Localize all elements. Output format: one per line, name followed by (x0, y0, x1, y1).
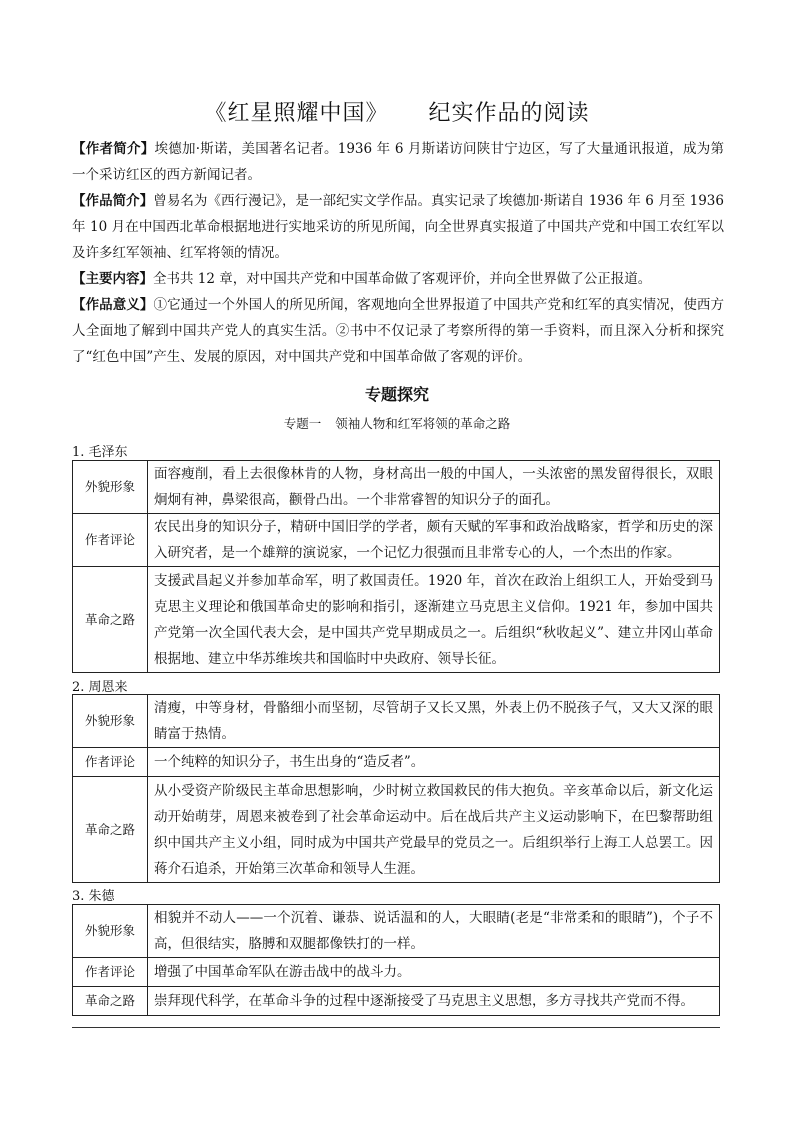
table-row (73, 777, 720, 883)
row-content: 面容瘦削，看上去很像林肯的人物，身材高出一般的中国人，一头浓密的黑发留得很长，双眼炯炯有神，鼻梁很高，颧骨凸出。一个非常睿智的知识分子的面孔。 (148, 461, 720, 514)
document-title (0, 96, 794, 127)
row-head: 作者评论 (73, 958, 148, 987)
row-content: 崇拜现代科学，在革命斗争的过程中逐渐接受了马克思主义思想，多方寻找共产党而不得。 (148, 987, 720, 1016)
intro-text: ①它通过一个外国人的所见所闻，客观地向全世界报道了中国共产党和红军的真实情况，使西方人全面地了解到中国共产党人的真实生活。②书中不仅记录了考察所得的第一手资料，而且深入分析和探究了“红色中国”产生、发展的原因，对中国共产党和中国革命做了客观的评价。 (72, 297, 725, 365)
intro-work (72, 188, 724, 266)
table-row (73, 695, 720, 748)
row-head: 革命之路 (73, 777, 148, 883)
intro-section (72, 136, 724, 370)
row-head: 革命之路 (73, 567, 148, 673)
title-subtitle: 纪实作品的阅读 (428, 101, 590, 126)
person-table-mao (72, 460, 720, 673)
table-row (73, 748, 720, 777)
table-row (73, 958, 720, 987)
row-head: 外貌形象 (73, 905, 148, 958)
table-row (73, 567, 720, 673)
row-content: 增强了中国革命军队在游击战中的战斗力。 (148, 958, 720, 987)
person-label-zhou: 2. 周恩来 (72, 680, 128, 695)
row-head: 外貌形象 (73, 695, 148, 748)
intro-content (72, 266, 724, 292)
table-row (73, 987, 720, 1016)
intro-significance (72, 292, 724, 370)
footer-divider (72, 1027, 720, 1028)
person-label-zhu: 3. 朱德 (72, 889, 115, 904)
row-head: 革命之路 (73, 987, 148, 1016)
table-row (73, 461, 720, 514)
person-table-zhou (72, 694, 720, 883)
person-table-zhu (72, 904, 720, 1016)
intro-text: 曾易名为《西行漫记》，是一部纪实文学作品。真实记录了埃德加·斯诺自 1936 年 6 月至 1936 年 10 月在中国西北革命根据地进行实地采访的所见所闻，向全世界真实报道了中国共产党和中国工农红军以及许多红军领袖、红军将领的情况。 (72, 193, 724, 261)
topic-title (0, 414, 794, 432)
person-label-mao: 1. 毛泽东 (72, 445, 128, 460)
topic-number: 专题一 (283, 416, 322, 431)
title-book: 《红星照耀中国》 (204, 101, 389, 126)
row-head: 作者评论 (73, 514, 148, 567)
row-content: 一个纯粹的知识分子，书生出身的“造反者”。 (148, 748, 720, 777)
intro-label: 【作品简介】 (72, 193, 154, 209)
intro-text: 埃德加·斯诺，美国著名记者。1936 年 6 月斯诺访问陕甘宁边区，写了大量通讯报道，成为第一个采访红区的西方新闻记者。 (72, 141, 724, 183)
row-content: 从小受资产阶级民主革命思想影响，少时树立救国救民的伟大抱负。辛亥革命以后，新文化运动开始萌芽，周恩来被卷到了社会革命运动中。后在战后共产主义运动影响下，在巴黎帮助组织中国共产主义小组，同时成为中国共产党最早的党员之一。后组织举行上海工人总罢工。因蒋介石追杀，开始第三次革命和领导人生涯。 (148, 777, 720, 883)
section-title: 专题探究 (364, 385, 429, 404)
row-content: 支援武昌起义并参加革命军，明了救国责任。1920 年，首次在政治上组织工人，开始受到马克思主义理论和俄国革命史的影响和指引，逐渐建立马克思主义信仰。1921 年，参加中国共产党第一次全国代表大会，是中国共产党早期成员之一。后组织“秋收起义”、建立井冈山革命根据地、建立中华苏维埃共和国临时中央政府、领导长征。 (148, 567, 720, 673)
row-head: 外貌形象 (73, 461, 148, 514)
row-content: 农民出身的知识分子，精研中国旧学的学者，颇有天赋的军事和政治战略家，哲学和历史的深入研究者，是一个雄辩的演说家，一个记忆力很强而且非常专心的人，一个杰出的作家。 (148, 514, 720, 567)
intro-author (72, 136, 724, 188)
table-row (73, 514, 720, 567)
row-content: 相貌并不动人——一个沉着、谦恭、说话温和的人，大眼睛(老是“非常柔和的眼睛”)，个子不高，但很结实，胳膊和双腿都像铁打的一样。 (148, 905, 720, 958)
intro-label: 【主要内容】 (72, 271, 153, 287)
intro-label: 【作品意义】 (72, 297, 154, 313)
topic-name: 领袖人物和红军将领的革命之路 (335, 416, 511, 431)
row-head: 作者评论 (73, 748, 148, 777)
table-row (73, 905, 720, 958)
row-content: 清瘦，中等身材，骨骼细小而坚韧，尽管胡子又长又黑，外表上仍不脱孩子气，又大又深的眼睛富于热情。 (148, 695, 720, 748)
intro-text: 全书共 12 章，对中国共产党和中国革命做了客观评价，并向全世界做了公正报道。 (153, 271, 652, 287)
intro-label: 【作者简介】 (72, 141, 155, 157)
